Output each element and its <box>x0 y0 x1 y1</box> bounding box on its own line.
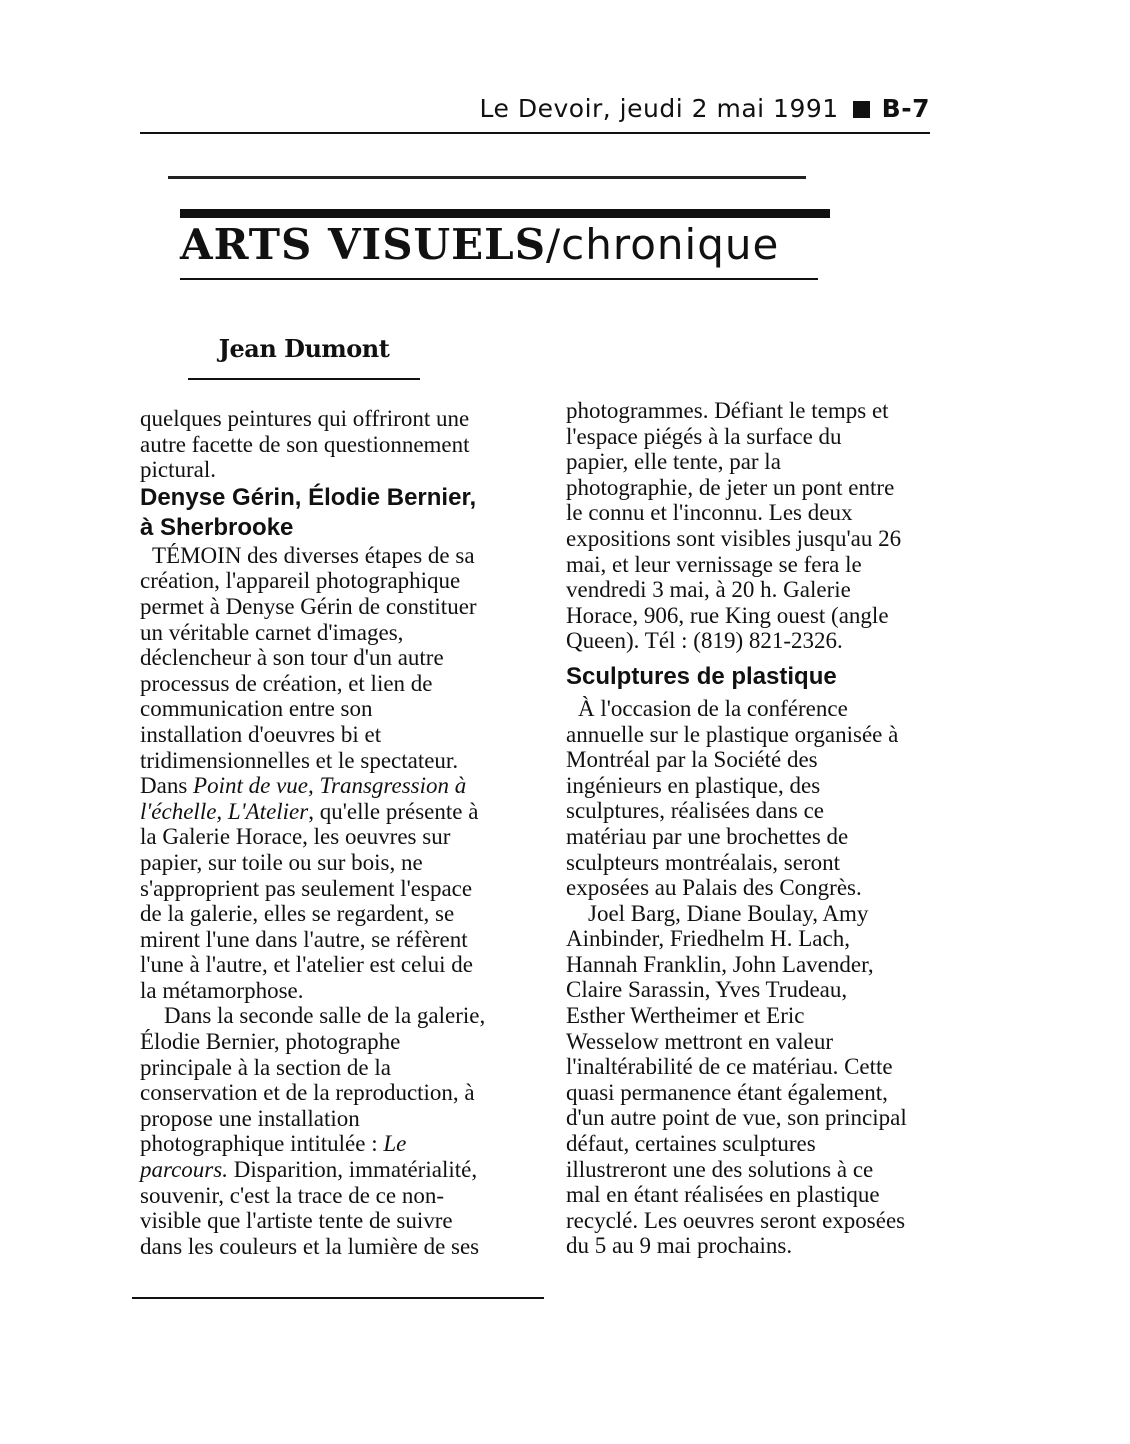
text-line: Esther Wertheimer et Eric <box>566 1003 805 1029</box>
text-line: ingénieurs en plastique, des <box>566 772 821 798</box>
section-title <box>180 220 818 280</box>
text-line: processus de création, et lien de <box>140 670 433 696</box>
text-line: propose une installation <box>140 1105 360 1131</box>
text-line: Hannah Franklin, John Lavender, <box>566 951 874 977</box>
text-line: matériau par une brochettes de <box>566 823 849 849</box>
section-bar <box>180 209 830 218</box>
text-line <box>140 773 535 799</box>
text-line: s'approprient pas seulement l'espace <box>140 875 473 901</box>
text-line: un véritable carnet d'images, <box>140 619 404 645</box>
text-line: annuelle sur le plastique organisée à <box>566 721 899 747</box>
text-line: recyclé. Les oeuvres seront exposées <box>566 1207 906 1233</box>
article-column-left <box>140 406 535 1259</box>
text-line <box>140 799 535 825</box>
text-line: communication entre son <box>140 696 373 722</box>
subheading-sculptures: Sculptures de plastique <box>566 662 837 690</box>
text-line: installation d'oeuvres bi et <box>140 721 382 747</box>
text-line: Dans la seconde salle de la galerie, <box>164 1003 486 1029</box>
text-line: sculpteurs montréalais, seront <box>566 849 841 875</box>
text-line: quasi permanence étant également, <box>566 1079 888 1105</box>
text-line: sculptures, réalisées dans ce <box>566 798 825 824</box>
text-line: Montréal par la Société des <box>566 747 818 773</box>
masthead-text <box>480 94 930 123</box>
text-line: défaut, certaines sculptures <box>566 1131 816 1157</box>
top-divider <box>168 176 806 179</box>
text-line: papier, sur toile ou sur bois, ne <box>140 849 423 875</box>
text-line: du 5 au 9 mai prochains. <box>566 1233 793 1259</box>
text-line: d'un autre point de vue, son principal <box>566 1105 907 1131</box>
text-line: la métamorphose. <box>140 977 304 1003</box>
text-line: Claire Sarassin, Yves Trudeau, <box>566 977 848 1003</box>
text-line: souvenir, c'est la trace de ce non- <box>140 1182 444 1208</box>
square-separator-icon <box>853 101 870 118</box>
article-column-right <box>566 398 961 1259</box>
text-line: Queen). Tél : (819) 821-2326. <box>566 628 843 654</box>
artwork-title: parcours. <box>140 1157 228 1183</box>
text-line: principale à la section de la <box>140 1054 391 1080</box>
text-line: mal en étant réalisées en plastique <box>566 1182 880 1208</box>
text-line: mirent l'une dans l'autre, se réfèrent <box>140 926 468 952</box>
text-run: Dans <box>140 773 194 799</box>
text-line: illustreront une des solutions à ce <box>566 1156 874 1182</box>
text-line: permet à Denyse Gérin de constituer <box>140 593 477 619</box>
text-line <box>140 1157 535 1183</box>
section-title-bold: ARTS VISUELS <box>180 220 547 269</box>
text-line: photogrammes. Défiant le temps et <box>566 398 889 423</box>
text-line: dans les couleurs et la lumière de ses <box>140 1233 480 1259</box>
artwork-title: Le <box>383 1131 407 1157</box>
text-line: photographie, de jeter un pont entre <box>566 474 895 500</box>
text-line: de la galerie, elles se regardent, se <box>140 901 455 927</box>
page-number: B-7 <box>881 94 930 123</box>
text-line: expositions sont visibles jusqu'au 26 <box>566 525 902 551</box>
text-line: pictural. <box>140 457 216 483</box>
text-line: À l'occasion de la conférence <box>578 695 848 721</box>
text-line: l'une à l'autre, et l'atelier est celui de <box>140 952 473 978</box>
text-run: , qu'elle présente à <box>308 798 479 824</box>
text-line: la Galerie Horace, les oeuvres sur <box>140 824 451 850</box>
subheading-gerin-bernier-line-1: Denyse Gérin, Élodie Bernier, <box>140 483 477 511</box>
text-line: Horace, 906, rue King ouest (angle <box>566 602 889 628</box>
text-line: Wesselow mettront en valeur <box>566 1028 834 1054</box>
text-line: création, l'appareil photographique <box>140 568 461 594</box>
masthead <box>140 92 930 134</box>
text-line: papier, elle tente, par la <box>566 449 781 475</box>
text-line: vendredi 3 mai, à 20 h. Galerie <box>566 577 851 603</box>
newspaper-dateline: Le Devoir, jeudi 2 mai 1991 <box>479 94 839 123</box>
artwork-title: l'échelle, L'Atelier <box>140 798 309 824</box>
text-line: l'inaltérabilité de ce matériau. Cette <box>566 1054 893 1080</box>
text-line: tridimensionnelles et le spectateur. <box>140 747 459 773</box>
text-line: conservation et de la reproduction, à <box>140 1080 475 1106</box>
author-byline: Jean Dumont <box>188 334 420 380</box>
text-line: quelques peintures qui offriront une <box>140 406 470 431</box>
text-line: TÉMOIN des diverses étapes de sa <box>152 542 475 568</box>
text-run: photographique intitulée : <box>140 1131 384 1157</box>
artwork-title: Point de vue, Transgression à <box>193 773 467 799</box>
bottom-divider <box>132 1297 544 1299</box>
text-line: déclencheur à son tour d'un autre <box>140 645 444 671</box>
text-run: Disparition, immatérialité, <box>227 1157 478 1183</box>
text-line: visible que l'artiste tente de suivre <box>140 1208 453 1234</box>
subheading-gerin-bernier-line-2: à Sherbrooke <box>140 513 294 541</box>
text-line: l'espace piégés à la surface du <box>566 423 842 449</box>
text-line <box>140 1131 535 1157</box>
section-title-light: /chronique <box>546 220 780 269</box>
text-line: exposées au Palais des Congrès. <box>566 875 862 901</box>
text-line: Ainbinder, Friedhelm H. Lach, <box>566 926 850 952</box>
text-line: autre facette de son questionnement <box>140 431 470 457</box>
text-line: le connu et l'inconnu. Les deux <box>566 500 853 526</box>
text-line: Joel Barg, Diane Boulay, Amy <box>588 900 869 926</box>
text-line: Élodie Bernier, photographe <box>140 1029 401 1055</box>
text-line: mai, et leur vernissage se fera le <box>566 551 862 577</box>
